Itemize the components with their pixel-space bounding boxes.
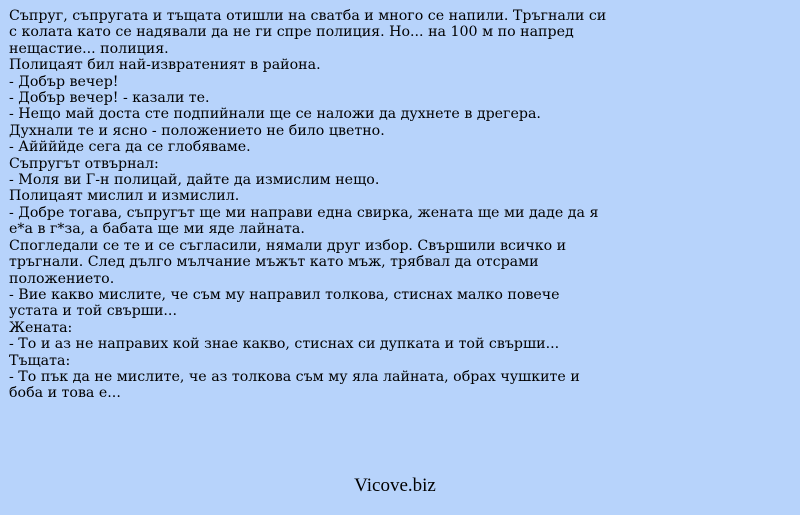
joke-line: - Добър вечер! [9,73,119,90]
joke-line: е*а в г*за, а бабата ще ми яде лайната. [9,221,305,238]
joke-line: - Моля ви Г-н полицай, дайте да измислим нещо. [9,172,380,189]
joke-line: - Добър вечер! - казали те. [9,90,210,107]
joke-line: Тъщата: [9,352,71,369]
joke-line: положението. [9,270,115,287]
joke-line: - Добре тогава, съпругът ще ми направи една свирка, жената ще ми даде да я [9,204,599,221]
joke-line: - Нещо май доста сте подпийнали ще се наложи да духнете в дрегера. [9,106,541,123]
joke-line: Полицаят бил най-извратеният в района. [9,57,321,74]
joke-line: Спогледали се те и се съгласили, нямали друг избор. Свършили всичко и [9,237,567,254]
joke-line: - То пък да не мислите, че аз толкова съм му яла лайната, обрах чушките и [9,368,580,385]
joke-line: Съпругът отвърнал: [9,155,159,172]
joke-text [9,8,607,402]
joke-line: Съпруг, съпругата и тъщата отишли на сватба и много се напили. Тръгнали си [9,8,607,24]
joke-line: боба и това е... [9,385,121,402]
joke-line: - Аййййде сега да се глобяваме. [9,139,251,156]
joke-line: устата и той свърши... [9,303,177,320]
joke-line: нещастие... полиция. [9,40,169,57]
joke-line: - То и аз не направих кой знае какво, стиснах си дупката и той свърши... [9,336,560,353]
joke-line: Духнали те и ясно - положението не било цветно. [9,122,385,139]
site-watermark: Vicove.biz [354,475,436,496]
joke-line: тръгнали. След дълго мълчание мъжът като мъж, трябвал да отсрами [9,254,539,271]
joke-line: - Вие какво мислите, че съм му направил толкова, стиснах малко повече [9,286,560,303]
joke-line: Полицаят мислил и измислил. [9,188,240,205]
joke-line: с колата като се надявали да не ги спре полиция. Но... на 100 м по напред [9,24,574,41]
joke-line: Жената: [9,319,73,336]
